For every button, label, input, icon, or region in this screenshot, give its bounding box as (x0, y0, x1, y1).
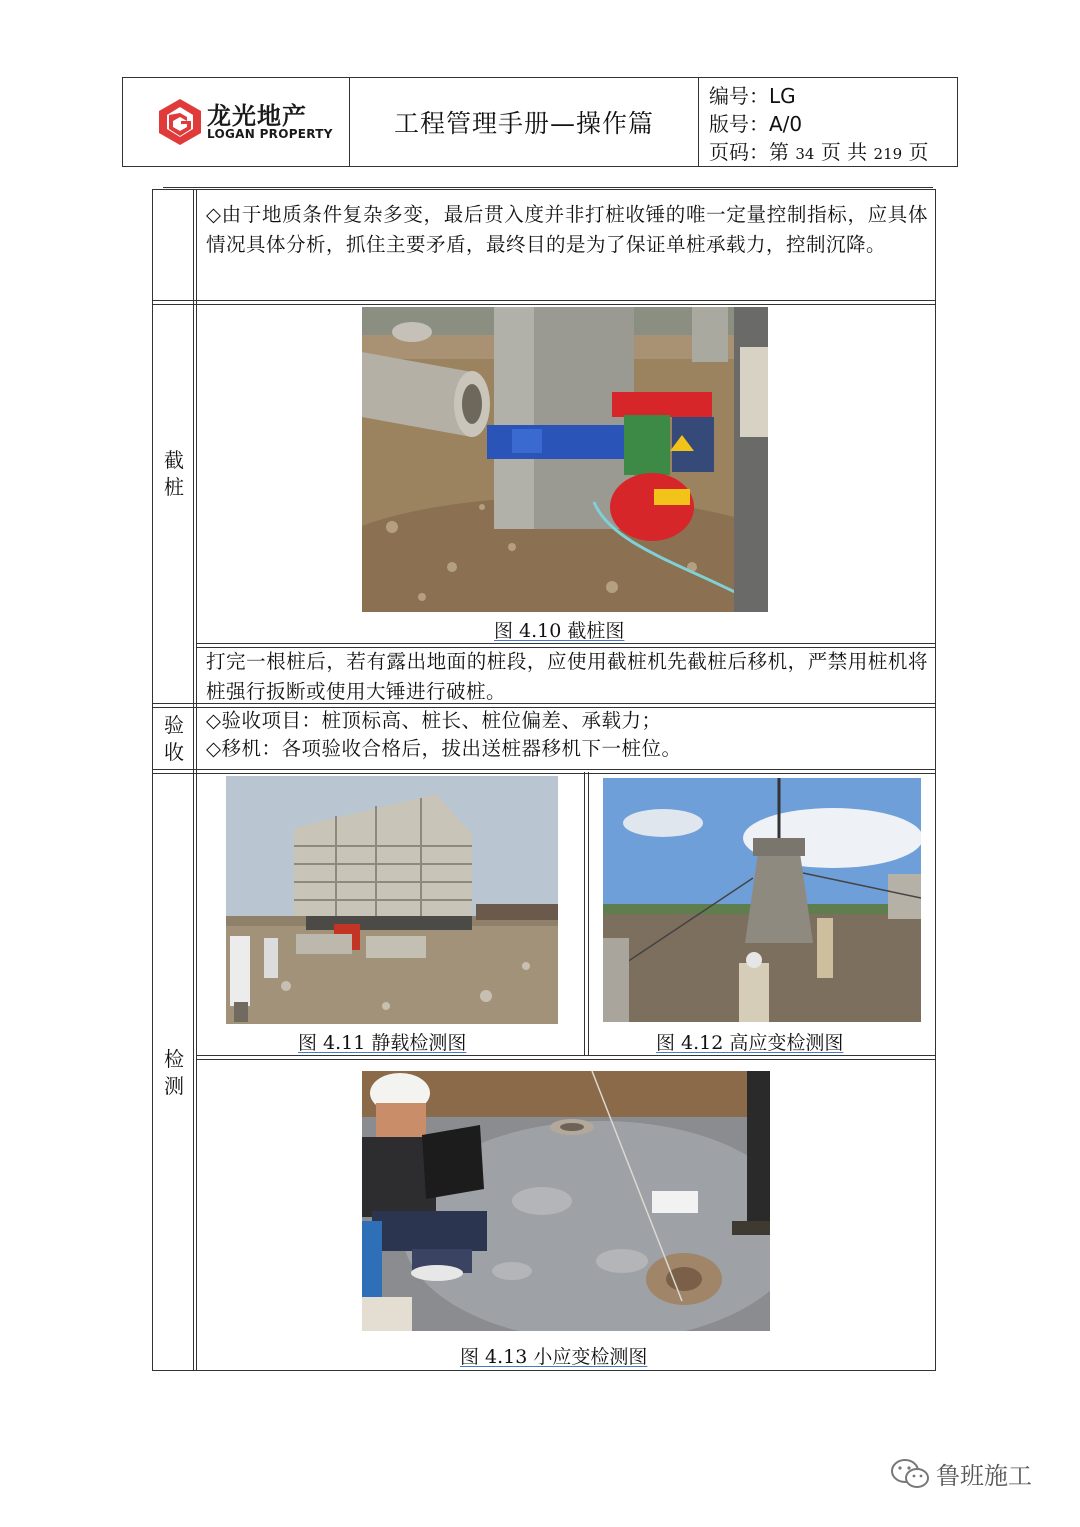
doc-meta (699, 78, 957, 166)
testing-label-2: 测 (164, 1074, 184, 1098)
figure-caption-cut-pile: 图 4.10 截桩图 (494, 620, 625, 642)
doc-code-label: 编号： (709, 84, 769, 108)
table-top-rule (163, 187, 933, 188)
watermark-text: 鲁班施工 (936, 1462, 1032, 1490)
section-label-acceptance (155, 708, 193, 770)
intro-paragraph: ◇由于地质条件复杂多变，最后贯入度并非打桩收锤的唯一定量控制指标，应具体情况具体分析，抓住主要矛盾，最终目的是为了保证单桩承载力，控制沉降。 (206, 203, 928, 256)
watermark (890, 1456, 1032, 1491)
doc-code-value: LG (769, 84, 796, 108)
document-header (122, 77, 958, 167)
figure-caption-low-strain: 图 4.13 小应变检测图 (460, 1346, 648, 1368)
label-column-divider-2 (196, 189, 197, 1371)
page-suffix: 页 (908, 140, 929, 164)
cell-divider (584, 772, 589, 1056)
logo-english-name: LOGAN PROPERTY (207, 127, 333, 141)
row-divider (196, 1055, 936, 1060)
pile-cutting-photo (362, 307, 768, 612)
figure-caption-static-load: 图 4.11 静载检测图 (298, 1032, 467, 1054)
logo-cell (123, 78, 350, 166)
cut-pile-label-1: 截 (164, 448, 184, 472)
logo-chinese-name: 龙光地产 (207, 102, 307, 130)
section-label-testing (155, 775, 193, 1371)
acceptance-item-2: ◇移机：各项验收合格后，拔出送桩器移机下一桩位。 (206, 737, 682, 760)
doc-version-value: A/0 (769, 112, 803, 136)
doc-page (709, 138, 957, 168)
section-label-cut-pile (155, 305, 193, 643)
manual-title: 工程管理手册—操作篇 (350, 78, 699, 166)
row-divider (152, 300, 936, 305)
page-label: 页码： (709, 140, 769, 164)
acceptance-item-1: ◇验收项目：桩顶标高、桩长、桩位偏差、承载力； (206, 709, 662, 732)
doc-code (709, 82, 957, 110)
figure-caption-high-strain: 图 4.12 高应变检测图 (656, 1032, 844, 1054)
high-strain-test-photo (603, 778, 921, 1022)
doc-version (709, 110, 957, 138)
logan-logo-icon (157, 97, 203, 147)
page-prefix: 第 (769, 140, 789, 164)
cut-pile-label-2: 桩 (164, 475, 184, 499)
row-divider (152, 769, 936, 774)
doc-version-label: 版号： (709, 112, 769, 136)
wechat-icon (890, 1458, 930, 1490)
page-total: 219 (873, 145, 903, 163)
label-column-divider (193, 189, 194, 1371)
page-mid: 页 共 (820, 140, 868, 164)
static-load-test-photo (226, 776, 558, 1024)
cut-pile-paragraph: 打完一根桩后，若有露出地面的桩段，应使用截桩机先截桩后移机，严禁用桩机将桩强行扳断或使用大锤进行破桩。 (206, 650, 928, 703)
testing-label-1: 检 (164, 1047, 184, 1071)
low-strain-test-photo (362, 1071, 770, 1331)
acceptance-label-2: 收 (164, 740, 184, 764)
page-current: 34 (795, 145, 815, 163)
acceptance-label-1: 验 (164, 713, 184, 737)
